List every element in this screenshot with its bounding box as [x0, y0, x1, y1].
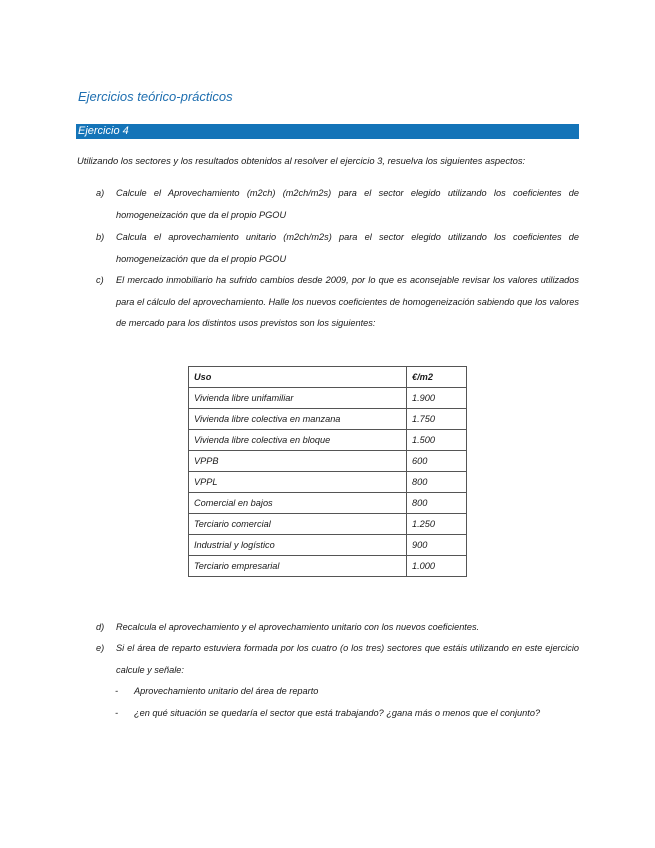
table-row [189, 430, 467, 451]
table-row [189, 409, 467, 430]
item-b [96, 227, 579, 270]
dash-bullet: - [115, 708, 119, 718]
cell-uso: Industrial y logístico [189, 535, 407, 556]
item-text: El mercado inmobiliario ha sufrido cambios desde 2009, por lo que es aconsejable revisar los valores utilizados para el cálculo del aprovechamiento. Halle los nuevos coeficientes de homogeneización sabiendo que los valores de mercado para los distintos usos previstos son los siguientes: [116, 275, 579, 328]
item-marker: c) [96, 275, 104, 285]
cell-price: 900 [407, 535, 467, 556]
subitem-text: Aprovechamiento unitario del área de reparto [134, 686, 319, 696]
item-d [96, 617, 579, 639]
item-text: Recalcula el aprovechamiento y el aprovechamiento unitario con los nuevos coeficientes. [116, 622, 480, 632]
cell-price: 1.750 [407, 409, 467, 430]
column-header-price: €/m2 [407, 367, 467, 388]
cell-uso: Comercial en bajos [189, 493, 407, 514]
subitem [115, 681, 579, 703]
table-row [189, 451, 467, 472]
item-marker: b) [96, 232, 105, 242]
table-row [189, 388, 467, 409]
table-row [189, 472, 467, 493]
column-header-uso: Uso [189, 367, 407, 388]
cell-uso: VPPL [189, 472, 407, 493]
item-text: Si el área de reparto estuviera formada por los cuatro (o los tres) sectores que estáis utilizando en este ejercicio calcule y señale: [116, 643, 579, 675]
table-row [189, 556, 467, 577]
item-text: Calcule el Aprovechamiento (m2ch) (m2ch/m2s) para el sector elegido utilizando los coeficientes de homogeneización que da el propio PGOU [116, 188, 579, 220]
cell-price: 800 [407, 472, 467, 493]
table-row [189, 535, 467, 556]
item-e [96, 638, 579, 681]
table-row [189, 493, 467, 514]
cell-price: 800 [407, 493, 467, 514]
cell-price: 600 [407, 451, 467, 472]
cell-price: 1.500 [407, 430, 467, 451]
item-a [96, 183, 579, 226]
cell-uso: Terciario comercial [189, 514, 407, 535]
item-text: Calcula el aprovechamiento unitario (m2ch/m2s) para el sector elegido utilizando los coeficientes de homogeneización que da el propio PGOU [116, 232, 579, 264]
cell-uso: Vivienda libre colectiva en bloque [189, 430, 407, 451]
subitem-text: ¿en qué situación se quedaría el sector que está trabajando? ¿gana más o menos que el conjunto? [134, 708, 541, 718]
dash-bullet: - [115, 686, 119, 696]
cell-uso: Vivienda libre colectiva en manzana [189, 409, 407, 430]
item-marker: e) [96, 643, 105, 653]
item-marker: d) [96, 622, 105, 632]
subitem [115, 703, 579, 725]
intro-paragraph: Utilizando los sectores y los resultados obtenidos al resolver el ejercicio 3, resuelva los siguientes aspectos: [77, 155, 526, 166]
market-values-table [188, 366, 467, 577]
cell-uso: VPPB [189, 451, 407, 472]
table-row [189, 514, 467, 535]
cell-price: 1.250 [407, 514, 467, 535]
cell-uso: Vivienda libre unifamiliar [189, 388, 407, 409]
item-marker: a) [96, 188, 105, 198]
table-header-row [189, 367, 467, 388]
cell-price: 1.000 [407, 556, 467, 577]
cell-price: 1.900 [407, 388, 467, 409]
item-c [96, 270, 579, 335]
cell-uso: Terciario empresarial [189, 556, 407, 577]
section-heading: Ejercicio 4 [76, 124, 579, 139]
page-title: Ejercicios teórico-prácticos [78, 89, 233, 104]
